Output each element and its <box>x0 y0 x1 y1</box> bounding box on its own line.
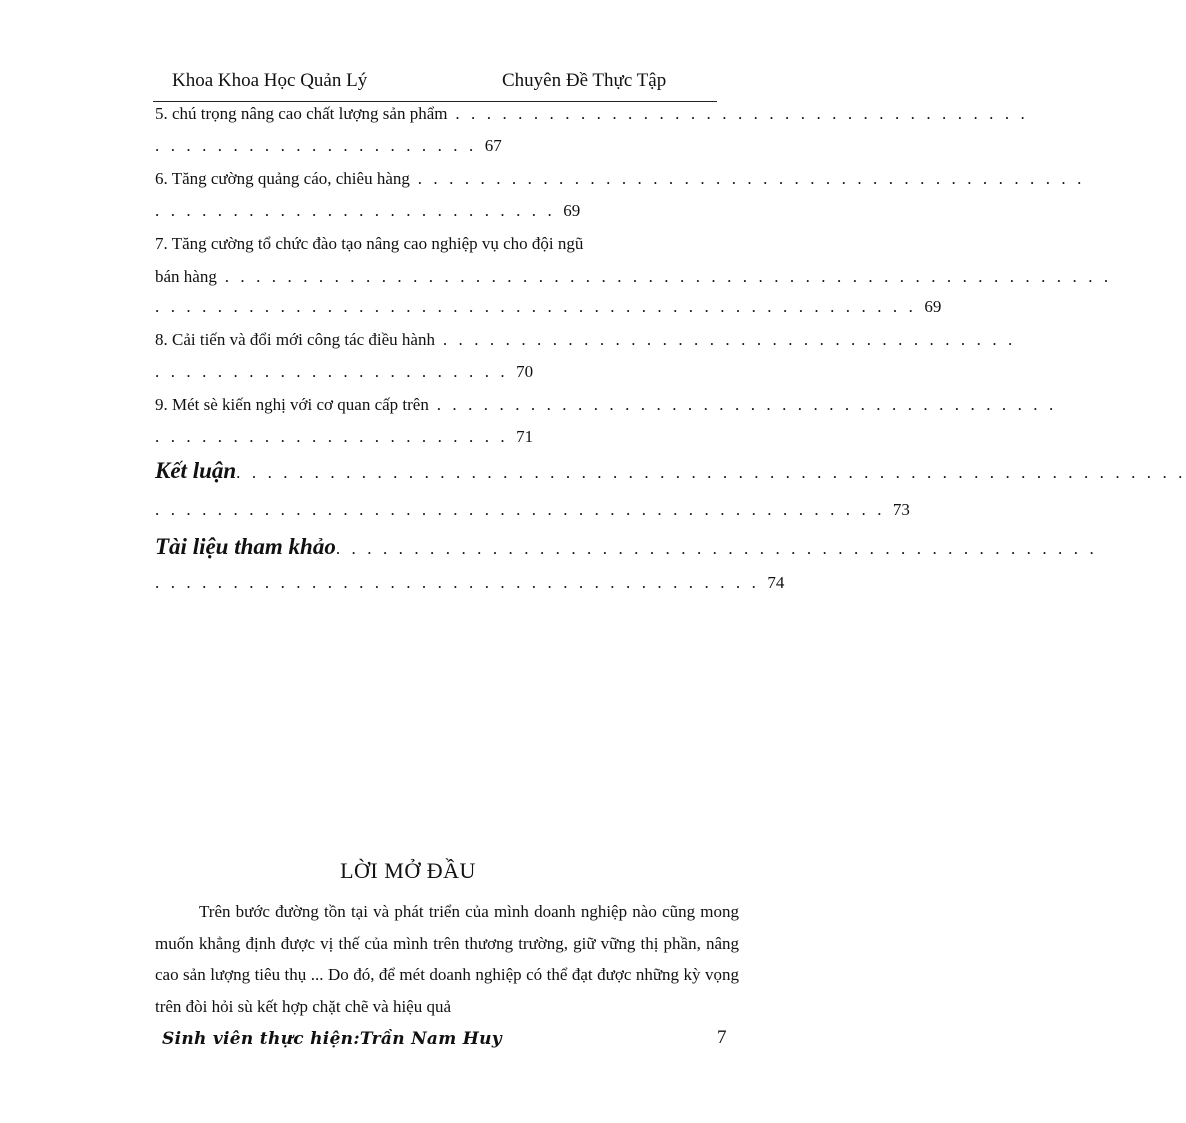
header-report-type: Chuyên Đề Thực Tập <box>502 70 667 91</box>
toc-references-page: 74 <box>767 573 785 592</box>
intro-paragraph <box>155 896 739 1022</box>
section-title: LỜI MỞ ĐẦU <box>340 858 476 883</box>
toc-conclusion-title: Kết luận. . . . . . . . . . . . . . . . . . . . . . . . . . . . . . . . . . . . . . . . . . . . . . . . . . . . . . . . . . . . . <box>155 458 1186 483</box>
footer-page-number: 7 <box>717 1027 727 1048</box>
toc-entry-7-title-cont: bán hàng . . . . . . . . . . . . . . . . . . . . . . . . . . . . . . . . . . . . . . . . . . . . . . . . . . . . . . . . . <box>155 267 1112 286</box>
toc-entry-8-page: 70 <box>516 362 534 381</box>
toc-entry-5-page: 67 <box>484 136 502 155</box>
toc-entry-8-leader: . . . . . . . . . . . . . . . . . . . . . . . 70 <box>155 362 534 381</box>
toc-references-leader: . . . . . . . . . . . . . . . . . . . . . . . . . . . . . . . . . . . . . . . 74 <box>155 573 785 592</box>
toc-conclusion-leader: . . . . . . . . . . . . . . . . . . . . . . . . . . . . . . . . . . . . . . . . . . . . . . . 73 <box>155 500 910 519</box>
toc-entry-5-leader: . . . . . . . . . . . . . . . . . . . . . 67 <box>155 136 502 155</box>
toc-references-title: Tài liệu tham khảo. . . . . . . . . . . . . . . . . . . . . . . . . . . . . . . . . . . . . . . . . . . . . . . . . <box>155 534 1098 559</box>
toc-entry-7-leader: . . . . . . . . . . . . . . . . . . . . . . . . . . . . . . . . . . . . . . . . . . . . . . . . . 69 <box>155 297 942 316</box>
intro-paragraph-text: Trên bước đường tồn tại và phát triển của mình doanh nghiệp nào cũng mong muốn khẳng định được vị thế của mình trên thương trường, giữ vững thị phần, nâng cao sản lượng tiêu thụ ... Do đó, để mét doanh nghiệp có thể đạt được những kỳ vọng trên đòi hỏi sù kết hợp chặt chẽ và hiệu quả <box>155 902 739 1016</box>
toc-entry-9-leader: . . . . . . . . . . . . . . . . . . . . . . . 71 <box>155 427 534 446</box>
toc-conclusion-page: 73 <box>892 500 910 519</box>
header-faculty: Khoa Khoa Học Quản Lý <box>172 70 368 91</box>
toc-entry-6-page: 69 <box>563 201 581 220</box>
toc-entry-6-title: 6. Tăng cường quảng cáo, chiêu hàng . . . . . . . . . . . . . . . . . . . . . . . . . . . . . . . . . . . . . . . . . . . <box>155 169 1085 188</box>
toc-entry-7-title: 7. Tăng cường tổ chức đào tạo nâng cao nghiệp vụ cho đội ngũ <box>155 234 584 253</box>
toc-entry-7-page: 69 <box>924 297 942 316</box>
toc-entry-9-page: 71 <box>516 427 534 446</box>
toc-entry-6-leader: . . . . . . . . . . . . . . . . . . . . . . . . . . 69 <box>155 201 581 220</box>
toc-entry-9-title: 9. Mét sè kiến nghị với cơ quan cấp trên . . . . . . . . . . . . . . . . . . . . . . . . . . . . . . . . . . . . . . . . <box>155 395 1057 414</box>
toc-entry-5-title: 5. chú trọng nâng cao chất lượng sản phẩm . . . . . . . . . . . . . . . . . . . . . . . . . . . . . . . . . . . . . <box>155 104 1029 123</box>
footer-student-name: Sinh viên thực hiện:Trần Nam Huy <box>162 1029 502 1049</box>
toc-entry-8-title: 8. Cải tiến và đổi mới công tác điều hành . . . . . . . . . . . . . . . . . . . . . . . . . . . . . . . . . . . . . <box>155 330 1016 349</box>
